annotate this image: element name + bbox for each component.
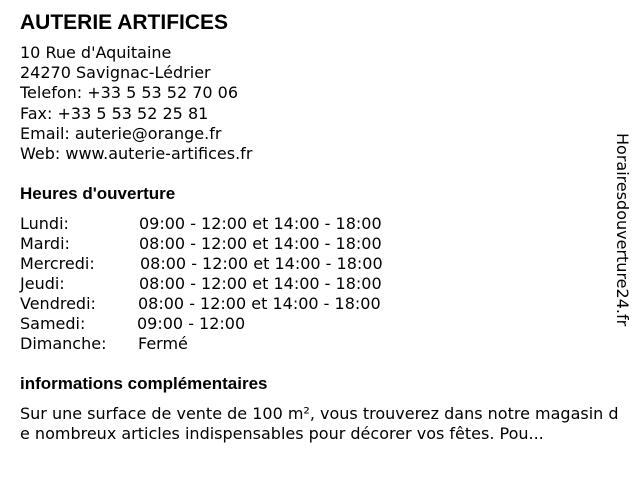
address-line-street: 10 Rue d'Aquitaine — [20, 43, 172, 62]
hours-row-monday — [20, 214, 440, 234]
hours-time-value: 08:00 - 12:00 et 14:00 - 18:00 — [139, 274, 382, 293]
hours-row-friday — [20, 294, 440, 314]
phone-number: Telefon: +33 5 53 52 70 06 — [20, 83, 239, 103]
opening-hours-heading: Heures d'ouverture — [20, 184, 176, 203]
hours-time-value: 08:00 - 12:00 et 14:00 - 18:00 — [140, 254, 383, 273]
hours-row-tuesday — [20, 234, 440, 254]
hours-day-label: Mercredi: — [20, 254, 95, 273]
hours-day-label: Dimanche: — [20, 334, 107, 353]
hours-time-value: 09:00 - 12:00 et 14:00 - 18:00 — [139, 214, 382, 233]
hours-day-label: Vendredi: — [20, 294, 96, 313]
additional-info-heading: informations complémentaires — [20, 374, 268, 393]
hours-time-value: 09:00 - 12:00 — [137, 314, 246, 333]
email-address: Email: auterie@orange.fr — [20, 123, 222, 143]
site-watermark: Horairesdouverture24.fr — [613, 133, 632, 327]
hours-time-value: 08:00 - 12:00 et 14:00 - 18:00 — [138, 294, 381, 313]
additional-info-text: Sur une surface de vente de 100 m², vous trouverez dans notre magasin de nombreux articles indispensables pour décorer vos fêtes. Pou... — [20, 404, 619, 443]
hours-time-value: 08:00 - 12:00 et 14:00 - 18:00 — [139, 234, 382, 253]
hours-time-value: Fermé — [138, 334, 188, 353]
website-address: Web: www.auterie-artifices.fr — [20, 143, 253, 163]
hours-day-label: Samedi: — [20, 314, 86, 333]
contact-block — [20, 43, 252, 164]
hours-day-label: Jeudi: — [20, 274, 65, 293]
opening-hours-table — [20, 214, 440, 354]
hours-row-saturday — [20, 314, 440, 334]
hours-day-label: Lundi: — [20, 214, 69, 233]
fax-number: Fax: +33 5 53 52 25 81 — [20, 103, 209, 123]
address-line-city: 24270 Savignac-Lédrier — [20, 63, 211, 83]
hours-day-label: Mardi: — [20, 234, 70, 253]
hours-row-sunday — [20, 334, 440, 354]
business-name: AUTERIE ARTIFICES — [20, 11, 229, 34]
hours-row-wednesday — [20, 254, 440, 274]
hours-row-thursday — [20, 274, 440, 294]
